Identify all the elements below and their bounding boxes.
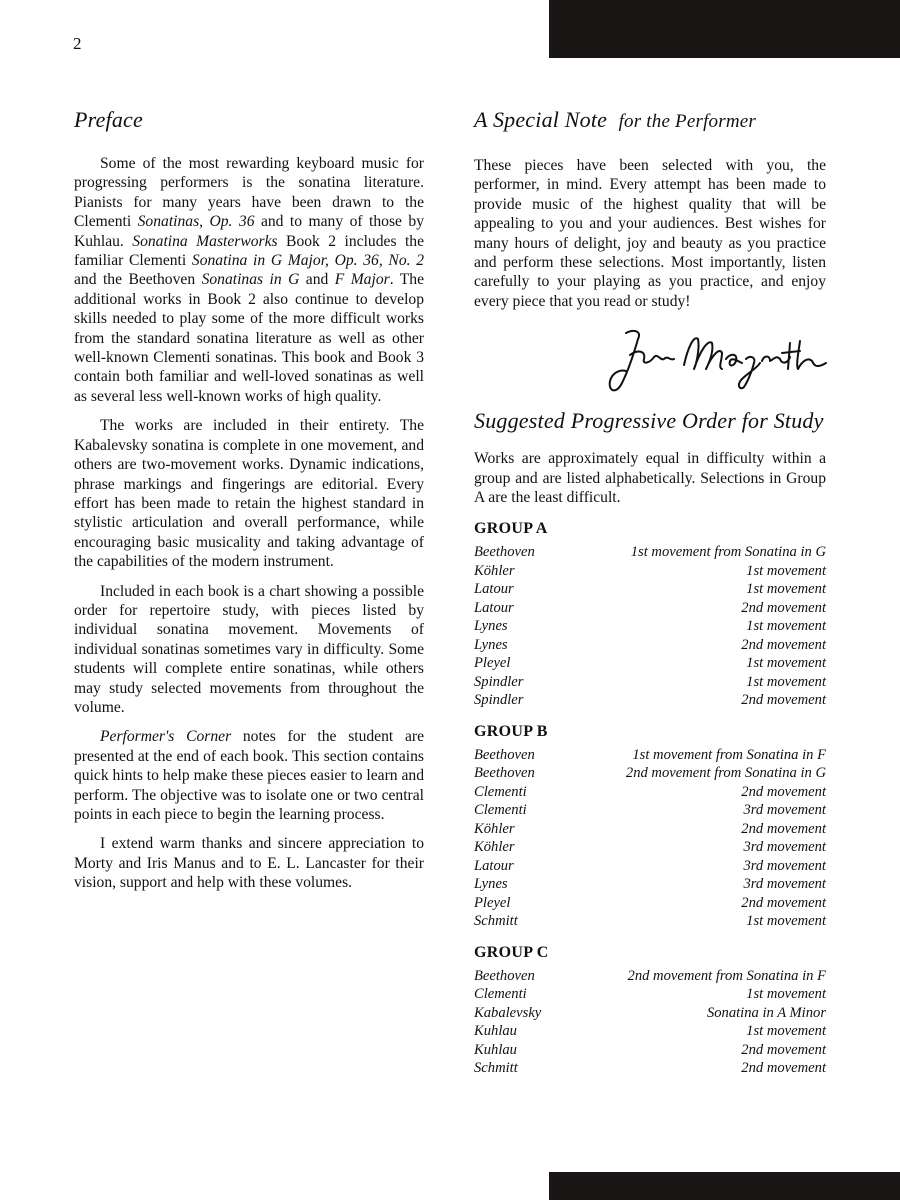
group-b-title: GROUP B [474, 722, 548, 740]
group-a [474, 519, 826, 710]
list-item: Köhler 1st movement [474, 562, 826, 579]
list-item: Kuhlau 1st movement [474, 1023, 826, 1040]
group-c-title: GROUP C [474, 943, 549, 961]
signature-image [604, 325, 834, 397]
preface-column [74, 106, 424, 903]
preface-paragraph-2: The works are included in their entirety. The Kabalevsky sonatina is complete in one movement, and others are two-movement works. Dynamic indications, phrase markings and fingerings are editorial. Every effort has been made to retain the highest standard in stylistic articulation and overall performance, while encouraging basic musicality and taking advantage of the capabilities of the modern instrument. [74, 417, 424, 571]
group-b [474, 722, 826, 931]
special-note-title: A Special Note for the Performer [474, 107, 757, 132]
list-item: Beethoven 1st movement from Sonatina in F [474, 746, 826, 763]
preface-paragraph-5: I extend warm thanks and sincere appreciation to Morty and Iris Manus and to E. L. Lancaster for their vision, support and help with these volumes. [74, 835, 424, 892]
page-number: 2 [73, 34, 82, 53]
list-item: Beethoven 2nd movement from Sonatina in F [474, 967, 826, 984]
list-item: Schmitt 2nd movement [474, 1060, 826, 1077]
preface-paragraph-3: Included in each book is a chart showing a possible order for repertoire study, with pieces listed by individual sonatina movement. Movements of individual sonatinas sometimes vary in difficulty. Some students will complete entire sonatinas, while others may study selected movements from throughout the volume. [74, 582, 424, 716]
preface-paragraph-1: Some of the most rewarding keyboard music for progressing performers is the sonatina literature. Pianists for many years have been drawn to the Clementi Sonatinas, Op. 36 and to many of those by Kuhlau. Sonatina Masterworks Book 2 includes the familiar Clementi Sonatina in G Major, Op. 36, No. 2 and the Beethoven Sonatinas in G and F Major. The additional works in Book 2 also continue to develop skills needed to play some of the more difficult works from the standard sonatina literature as well as other well-known Clementi sonatinas. This book and Book 3 contain both familiar and well-loved sonatinas as well as several less well-known works of high quality. [74, 155, 425, 405]
top-decorative-bar [549, 0, 900, 58]
preface-title: Preface [74, 107, 143, 132]
list-item: Spindler 2nd movement [474, 692, 826, 709]
list-item: Latour 3rd movement [474, 857, 826, 874]
list-item: Kuhlau 2nd movement [474, 1041, 826, 1058]
special-note-text: These pieces have been selected with you, the performer, in mind. Every attempt has been made to provide music of the highest quality that will be appealing to you and your audiences. Best wishes for many hours of delight, joy and beauty as you practice and perform these selections. Most importantly, listen carefully to your playing as you practice, and enjoy every piece that you read or study! [474, 157, 826, 310]
study-order-title: Suggested Progressive Order for Study [474, 408, 824, 434]
list-item: Beethoven 1st movement from Sonatina in G [474, 544, 826, 561]
study-order-intro: Works are approximately equal in difficulty within a group and are listed alphabetically. Selections in Group A are the least difficult. [474, 450, 826, 507]
list-item: Pleyel 2nd movement [474, 894, 826, 911]
right-column [474, 106, 826, 1078]
list-item: Clementi 2nd movement [474, 783, 826, 800]
list-item: Kabalevsky Sonatina in A Minor [474, 1004, 826, 1021]
group-c [474, 943, 826, 1078]
list-item: Lynes 2nd movement [474, 636, 826, 653]
list-item: Lynes 3rd movement [474, 876, 826, 893]
list-item: Latour 1st movement [474, 581, 826, 598]
list-item: Lynes 1st movement [474, 618, 826, 635]
list-item: Clementi 1st movement [474, 986, 826, 1003]
list-item: Spindler 1st movement [474, 673, 826, 690]
list-item: Schmitt 1st movement [474, 913, 826, 930]
list-item: Pleyel 1st movement [474, 655, 826, 672]
list-item: Köhler 3rd movement [474, 839, 826, 856]
list-item: Latour 2nd movement [474, 599, 826, 616]
list-item: Köhler 2nd movement [474, 820, 826, 837]
bottom-decorative-bar [549, 1172, 900, 1200]
list-item: Beethoven 2nd movement from Sonatina in G [474, 765, 826, 782]
list-item: Clementi 3rd movement [474, 802, 826, 819]
group-a-title: GROUP A [474, 520, 548, 538]
preface-paragraph-4: Performer's Corner notes for the student are presented at the end of each book. This section contains quick hints to help make these pieces easier to learn and perform. The objective was to isolate one or two central points in each piece to begin the learning process. [74, 728, 424, 823]
